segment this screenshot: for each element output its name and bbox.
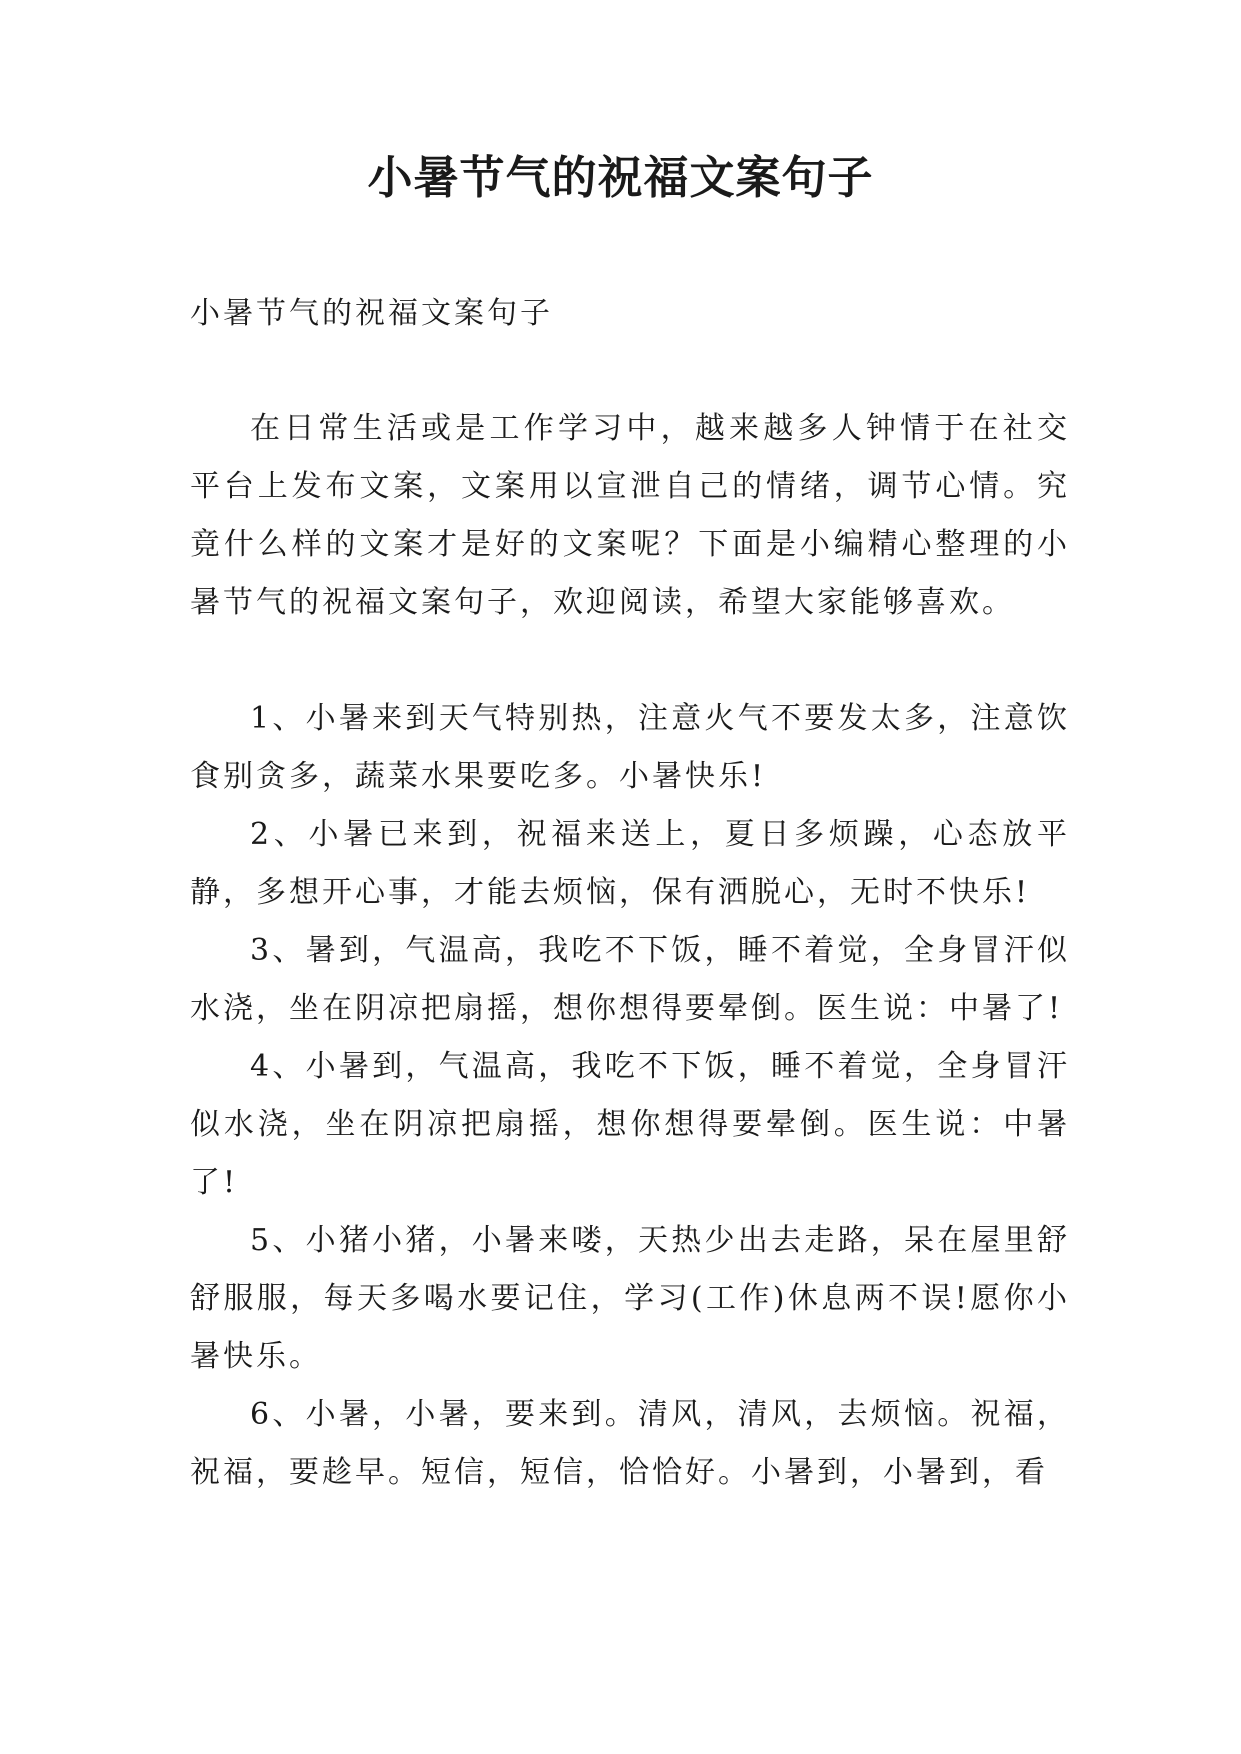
greeting-item-1: 1、小暑来到天气特别热，注意火气不要发太多，注意饮食别贪多，蔬菜水果要吃多。小暑快乐!: [190, 701, 1070, 794]
document-subtitle: 小暑节气的祝福文案句子: [190, 296, 553, 331]
greeting-item-5: 5、小猪小猪，小暑来喽，天热少出去走路，呆在屋里舒舒服服，每天多喝水要记住，学习(工作)休息两不误!愿你小暑快乐。: [190, 1223, 1070, 1374]
greeting-item-4: 4、小暑到，气温高，我吃不下饭，睡不着觉，全身冒汗似水浇，坐在阴凉把扇摇，想你想得要晕倒。医生说：中暑了!: [190, 1049, 1070, 1200]
greeting-item-2: 2、小暑已来到，祝福来送上，夏日多烦躁，心态放平静，多想开心事，才能去烦恼，保有洒脱心，无时不快乐!: [190, 817, 1070, 910]
intro-paragraph: 在日常生活或是工作学习中，越来越多人钟情于在社交平台上发布文案，文案用以宣泄自己的情绪，调节心情。究竟什么样的文案才是好的文案呢？下面是小编精心整理的小暑节气的祝福文案句子，欢迎阅读，希望大家能够喜欢。: [190, 411, 1070, 620]
greeting-item-6: 6、小暑，小暑，要来到。清风，清风，去烦恼。祝福，祝福，要趁早。短信，短信，恰恰好。小暑到，小暑到，看: [190, 1397, 1070, 1490]
greeting-item-3: 3、暑到，气温高，我吃不下饭，睡不着觉，全身冒汗似水浇，坐在阴凉把扇摇，想你想得要晕倒。医生说：中暑了!: [190, 933, 1070, 1026]
document-body: [190, 285, 1070, 1502]
document-title: 小暑节气的祝福文案句子: [367, 151, 874, 204]
